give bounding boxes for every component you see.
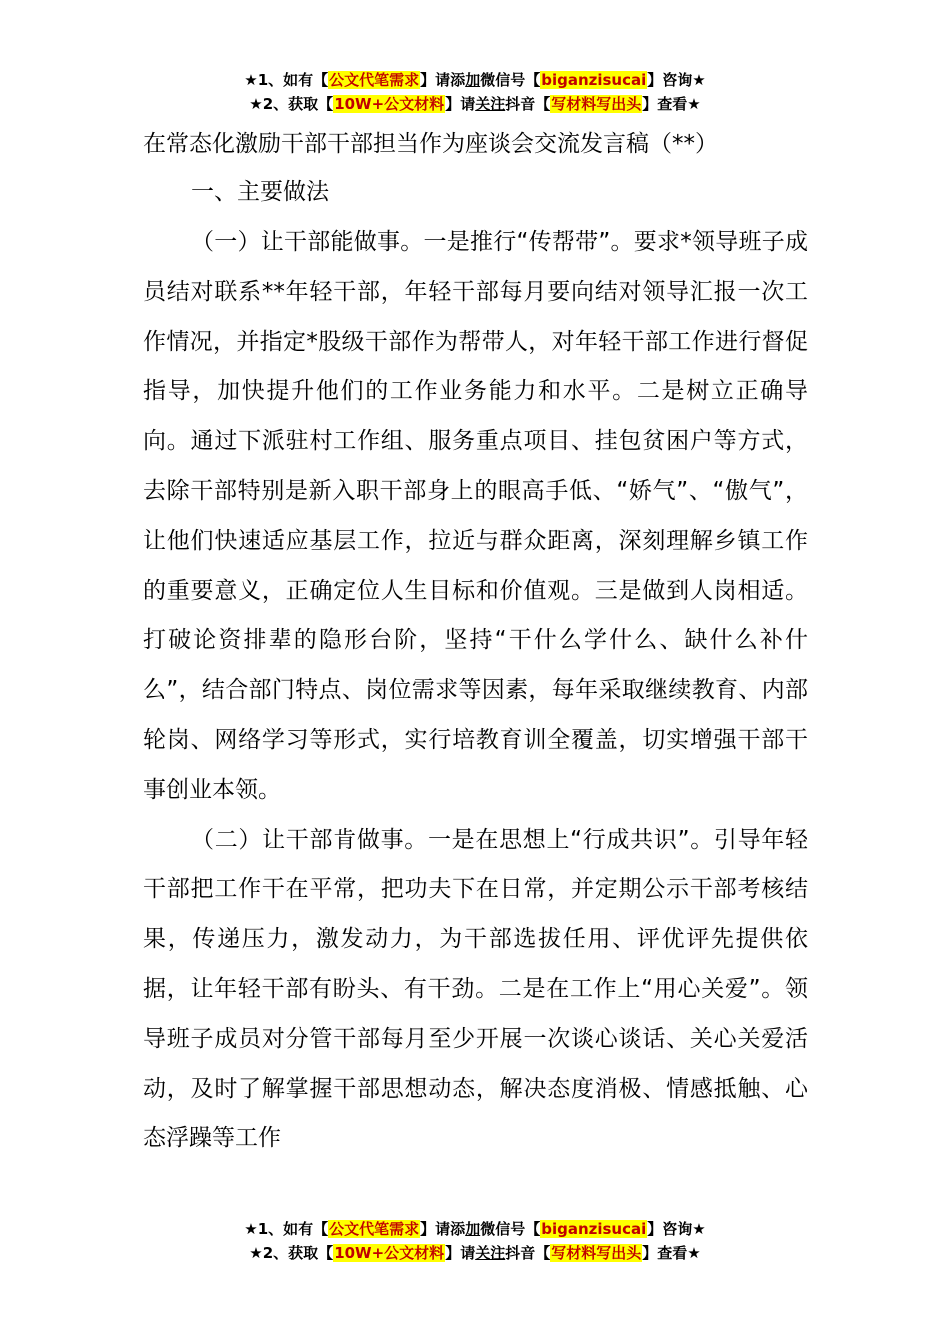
douyin-account: 写材料写出头	[551, 1244, 642, 1262]
wechat-id: biganzisucai	[541, 71, 647, 89]
douyin-account: 写材料写出头	[551, 95, 642, 113]
promo-line-2: ★2、获取【10W+公文材料】请关注抖音【写材料写出头】查看★	[249, 95, 701, 113]
promo-highlight: 公文代笔需求	[329, 71, 420, 89]
document-body	[143, 122, 808, 1164]
promo-line-1: ★1、如有【公文代笔需求】请添加微信号【biganzisucai】咨询★	[244, 71, 706, 89]
promo-line-1: ★1、如有【公文代笔需求】请添加微信号【biganzisucai】咨询★	[244, 1220, 706, 1238]
promo-highlight: 10W+公文材料	[334, 1244, 445, 1262]
wechat-id: biganzisucai	[541, 1220, 647, 1238]
bottom-promo-banner	[0, 1217, 950, 1265]
section-heading: 一、主要做法	[191, 179, 329, 205]
paragraph: （二）让干部肯做事。一是在思想上“行成共识”。引导年轻干部把工作干在平常，把功夫下在日常，并定期公示干部考核结果，传递压力，激发动力，为干部选拔任用、评优评先提供依据，让年轻干部有盼头、有干劲。二是在工作上“用心关爱”。领导班子成员对分管干部每月至少开展一次谈心谈话、关心关爱活动，及时了解掌握干部思想动态，解决态度消极、情感抵触、心态浮躁等工作	[143, 826, 808, 1152]
promo-highlight: 10W+公文材料	[334, 95, 445, 113]
promo-line-2: ★2、获取【10W+公文材料】请关注抖音【写材料写出头】查看★	[249, 1244, 701, 1262]
promo-highlight: 公文代笔需求	[329, 1220, 420, 1238]
top-promo-banner	[0, 68, 950, 116]
paragraph: （一）让干部能做事。一是推行“传帮带”。要求*领导班子成员结对联系**年轻干部，年轻干部每月要向结对领导汇报一次工作情况，并指定*股级干部作为帮带人，对年轻干部工作进行督促指导，加快提升他们的工作业务能力和水平。二是树立正确导向。通过下派驻村工作组、服务重点项目、挂包贫困户等方式，去除干部特别是新入职干部身上的眼高手低、“娇气”、“傲气”，让他们快速适应基层工作，拉近与群众距离，深刻理解乡镇工作的重要意义，正确定位人生目标和价值观。三是做到人岗相适。打破论资排辈的隐形台阶，坚持“干什么学什么、缺什么补什么”，结合部门特点、岗位需求等因素，每年采取继续教育、内部轮岗、网络学习等形式，实行培教育训全覆盖，切实增强干部干事创业本领。	[143, 229, 808, 803]
document-title: 在常态化激励干部干部担当作为座谈会交流发言稿（**）	[143, 131, 718, 157]
